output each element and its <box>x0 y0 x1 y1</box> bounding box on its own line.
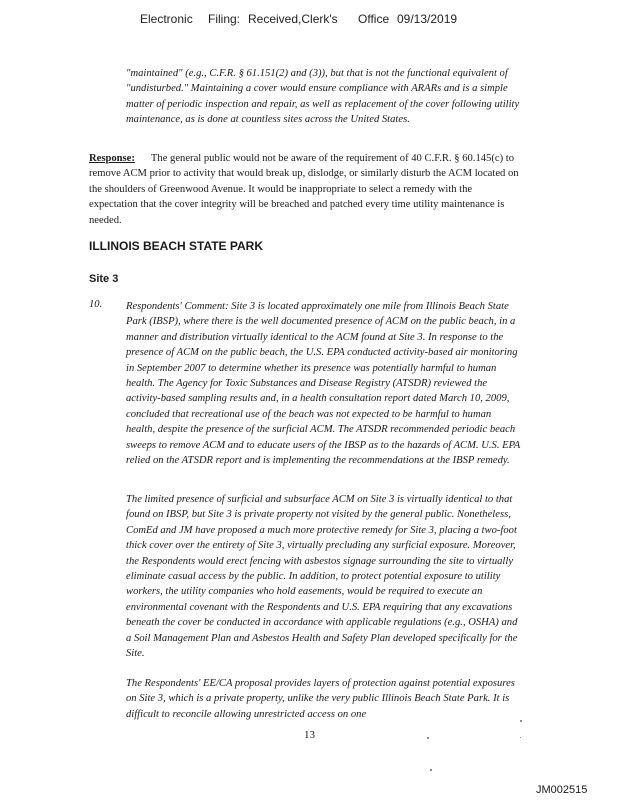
page-number: 13 <box>304 729 315 741</box>
scan-speck <box>520 737 521 738</box>
comment-paragraph-3: The Respondents' EE/CA proposal provides layers of protection against potential exposures on Site 3, which is a private property, unlike the very public Illinois Beach State Park. It is difficult to reconcile allowing unrestricted access on one <box>126 678 515 720</box>
comment-paragraph-2: The limited presence of surficial and subsurface ACM on Site 3 is virtually identical to that found on IBSP, but Site 3 is private property not visited by the general public. Nonetheless, ComEd and JM have proposed a much more protective remedy for Site 3, placing a two-foot thick cover over the entirety of Site 3, virtually precluding any surficial exposure. Moreover, the Respondents would erect fencing with asbestos signage surrounding the site to virtually eliminate casual access by the public. In addition, to protect potential exposure to utility workers, the utility companies who hold easements, would be required to execute an environmental covenant with the Respondents and U.S. EPA requiring that any excavations beneath the cover be conducted in accordance with applicable regulations (e.g., OSHA) and a Soil Management Plan and Asbestos Health and Safety Plan developed specifically for the Site. <box>126 494 518 660</box>
bates-number: JM002515 <box>536 784 588 796</box>
response-text: The general public would not be aware of the requirement of 40 C.F.R. § 60.145(c) to remove ACM prior to activity that would break up, dislodge, or similarly disturb the ACM located on the shoulders of Greenwood Avenue. It would be inappropriate to select a remedy with the expectation that the cover integrity will be breached and patched every time utility maintenance is needed. <box>89 153 519 226</box>
section-heading: ILLINOIS BEACH STATE PARK <box>89 239 263 253</box>
scan-speck <box>430 769 432 771</box>
scan-speck <box>427 737 429 739</box>
filing-stamp-filing: Filing: <box>208 12 241 26</box>
filing-stamp-date: 09/13/2019 <box>397 12 458 26</box>
respondents-comment-paragraph: Respondents' Comment: Site 3 is located approximately one mile from Illinois Beach State Park (IBSP), where there is the well documented presence of ACM on the public beach, in a manner and distribution virtually identical to the ACM found at Site 3. In response to the presence of ACM on the public beach, the U.S. EPA conducted activity-based air monitoring in September 2007 to determine whether its presence was potentially harmful to human health. The Agency for Toxic Substances and Disease Registry (ATSDR) reviewed the activity-based sampling results and, in a health consultation report dated March 10, 2009, concluded that recreational use of the beach was not expected to be harmful to human health, despite the presence of the surficial ACM. The ATSDR recommended periodic beach sweeps to remove ACM and to educate users of the IBSP as to the hazards of ACM. U.S. EPA relied on the ATSDR report and is implementing the recommendations at the IBSP remedy. <box>126 301 520 467</box>
filing-stamp-electronic: Electronic <box>140 12 193 26</box>
filing-stamp-received: Received,Clerk's <box>248 12 338 26</box>
item-number: 10. <box>89 299 103 310</box>
scan-speck <box>520 720 522 722</box>
response-paragraph <box>89 151 523 228</box>
response-label: Response: <box>89 153 135 164</box>
subsection-heading: Site 3 <box>89 273 119 285</box>
filing-stamp-office: Office <box>358 12 390 26</box>
quote-continuation-paragraph: "maintained" (e.g., C.F.R. § 61.151(2) and (3)), but that is not the functional equivalent of "undisturbed." Maintaining a cover would ensure compliance with ARARs and is a simple matter of periodic inspection and repair, as well as replacement of the cover following utility maintenance, as is done at countless sites across the United States. <box>126 68 520 126</box>
